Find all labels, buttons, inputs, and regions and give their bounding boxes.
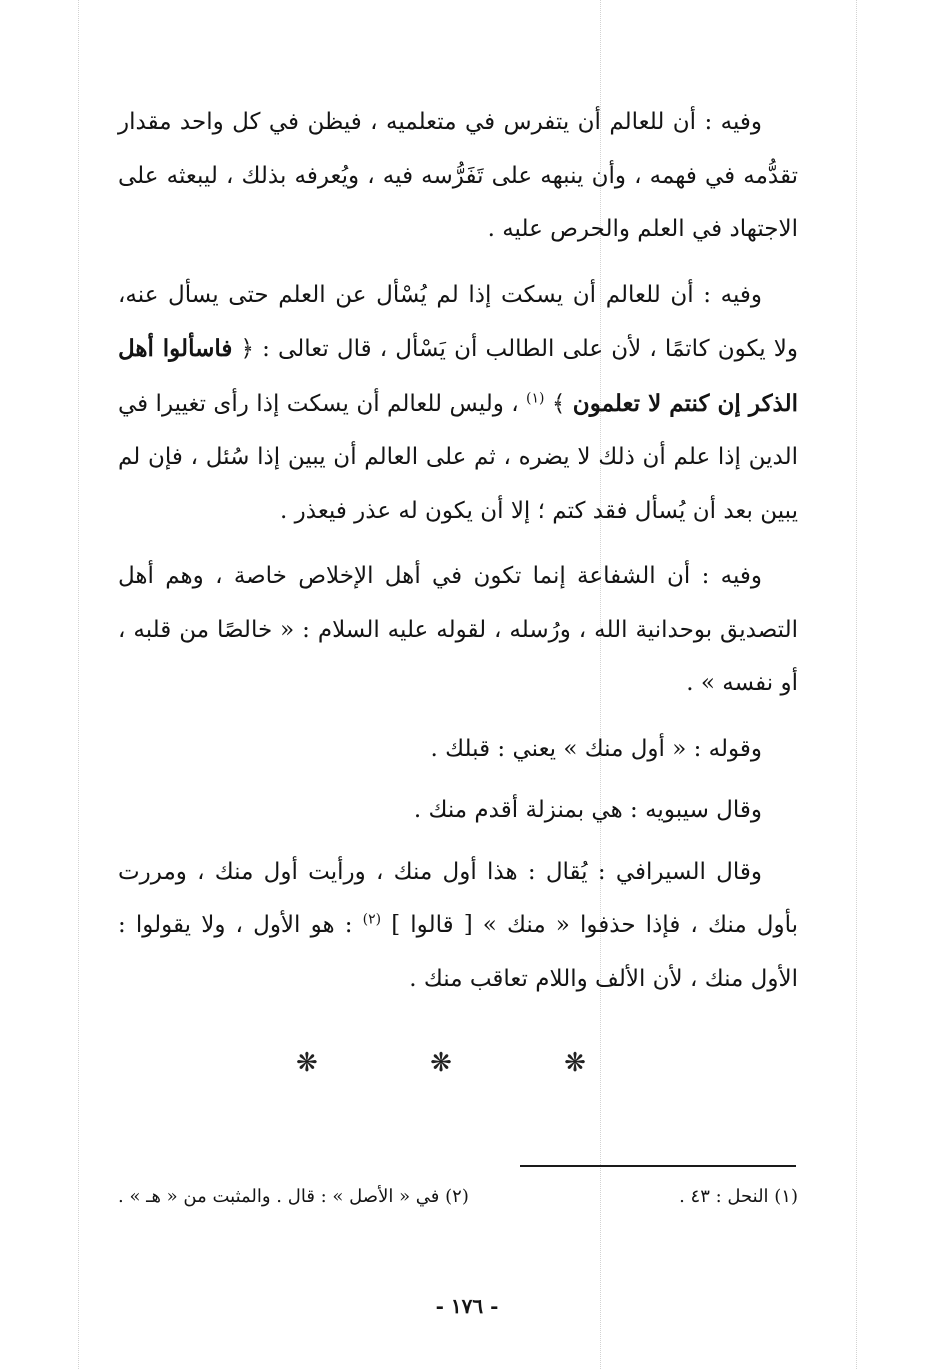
quran-quote: فاسألوا أهل الذكر إن كنتم لا تعلمون	[118, 335, 798, 417]
paragraph-text: وفيه : أن للعالم أن يتفرس في متعلميه ، فيظن في كل واحد مقدار تقدُّمه في فهمه ، وأن ينبهه على تَفَرُّسه فيه ، ويُعرفه بذلك ، ليبعثه على الاجتهاد في العلم والحرص عليه .	[118, 109, 798, 242]
footnote-ref: (١)	[526, 389, 545, 406]
page-number: - ١٧٦ -	[435, 1294, 499, 1318]
paragraph-5	[118, 784, 798, 838]
footnote-2: (٢) في « الأصل » : قال . والمثبت من « هـ » .	[118, 1186, 469, 1207]
main-text	[118, 96, 798, 1018]
paragraph-2	[118, 269, 798, 539]
footnote-divider	[520, 1165, 796, 1167]
paragraph-text: وقوله : « أول منك » يعني : قبلك .	[430, 735, 762, 762]
footnote-1: (١) النحل : ٤٣ .	[679, 1186, 798, 1207]
paragraph-text: : هو الأول ، ولا يقولوا : الأول منك ، لأن الألف واللام تعاقب منك .	[118, 912, 798, 992]
paragraph-text: وقال السيرافي : يُقال : هذا أول منك ، ورأيت أول منك ، ومررت بأول منك ، فإذا حذفوا « منك » [ قالوا ]	[118, 858, 798, 938]
paragraph-1	[118, 96, 798, 257]
scan-artifact-line	[78, 0, 79, 1369]
paragraph-text: وفيه : أن الشفاعة إنما تكون في أهل الإخلاص خاصة ، وهم أهل التصديق بوحدانية الله ، ورُسله ، لقوله عليه السلام : « خالصًا من قلبه ، أو نفسه » .	[118, 563, 798, 696]
paragraph-4	[118, 723, 798, 777]
footnotes	[118, 1182, 798, 1212]
paragraph-6	[118, 846, 798, 1007]
scan-artifact-line	[856, 0, 857, 1369]
paragraph-3	[118, 550, 798, 711]
paragraph-text: ﴾	[544, 390, 573, 417]
paragraph-text: وفيه : أن للعالم أن يسكت إذا لم يُسْأل عن العلم حتى يسأل عنه، ولا يكون كاتمًا ، لأن على الطالب أن يَسْأل ، قال تعالى : ﴿	[118, 281, 799, 362]
paragraph-text: ، وليس للعالم أن يسكت إذا رأى تغييرا في الدين إذا علم أن ذلك لا يضره ، ثم على العالم أن يبين إذا سُئل ، فإن لم يبين بعد أن يُسأل فقد كتم ؛ إلا أن يكون له عذر فيعذر .	[118, 390, 798, 524]
paragraph-text: وقال سيبويه : هي بمنزلة أقدم منك .	[413, 797, 762, 823]
section-separator: ❋ ❋ ❋	[296, 1048, 638, 1078]
footnote-ref: (٢)	[362, 911, 382, 928]
